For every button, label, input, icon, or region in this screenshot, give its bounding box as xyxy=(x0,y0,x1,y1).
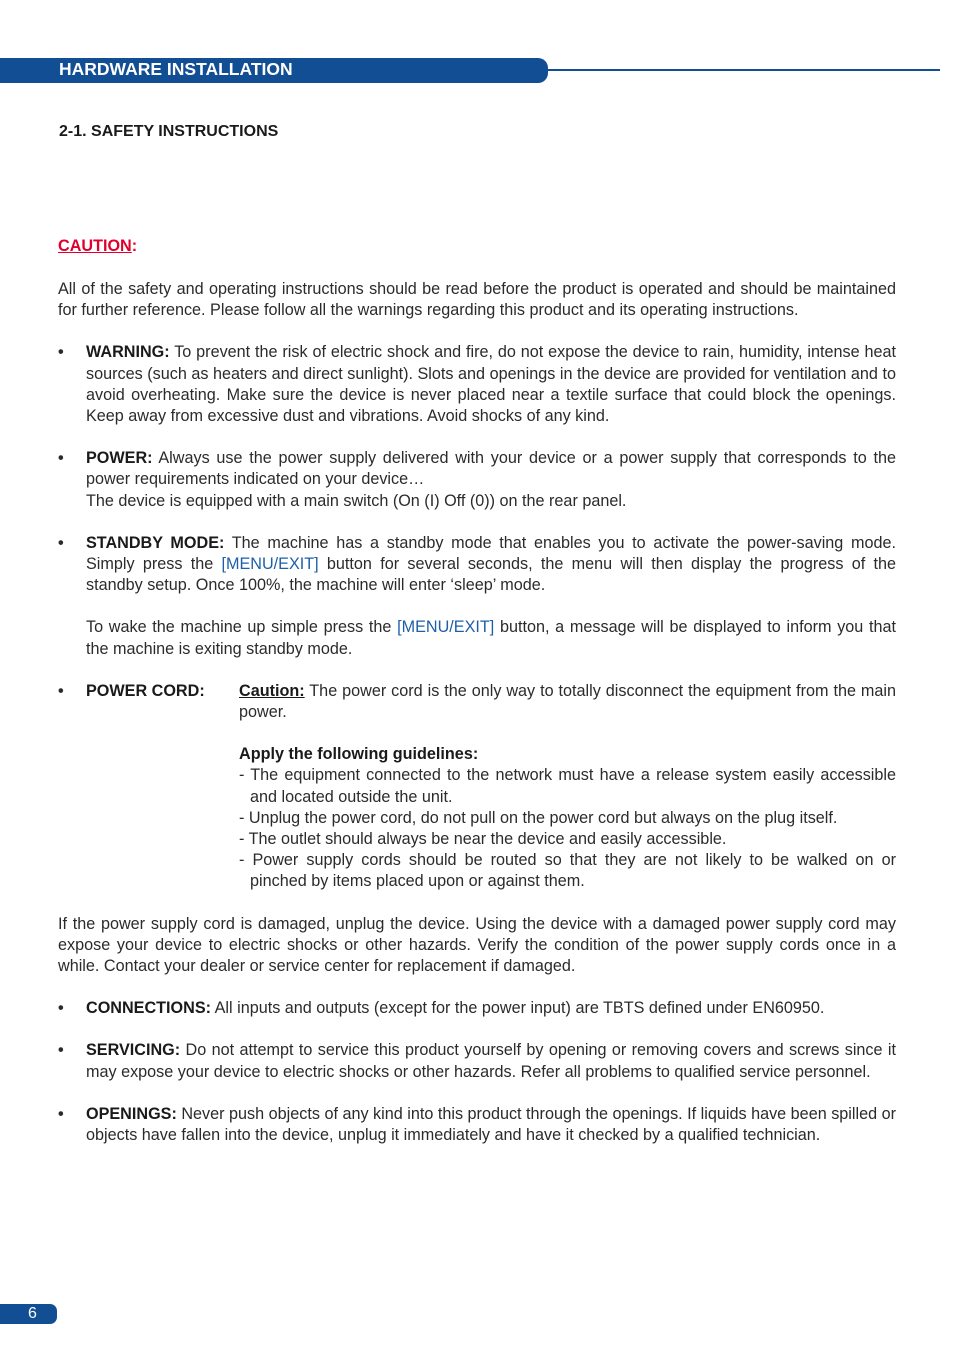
wake-text-b: button, a message will be displayed to inform you that the machine is exiting standby mode. xyxy=(86,618,896,658)
servicing-text: Do not attempt to service this product yourself by opening or removing covers and screws since it may expose your device to electric shocks or other hazards. Refer all problems to qualified service personnel. xyxy=(86,1041,896,1081)
power-cord-body xyxy=(239,681,896,893)
warning-item xyxy=(58,342,896,427)
bullet: • xyxy=(58,999,64,1018)
guideline-item: - Power supply cords should be routed so that they are not likely to be walked on or pinched by items placed upon or against them. xyxy=(239,851,896,891)
section-title: 2-1. SAFETY INSTRUCTIONS xyxy=(59,123,279,140)
damaged-cord-paragraph: If the power supply cord is damaged, unplug the device. Using the device with a damaged power supply cord may expose your device to electric shocks or other hazards. Verify the condition of the power supply cords once in a while. Contact your dealer or service center for replacement if damaged. xyxy=(58,914,896,976)
header-title: HARDWARE INSTALLATION xyxy=(59,59,293,79)
guideline-item: - The equipment connected to the network must have a release system easily accessible and located outside the unit. xyxy=(239,766,896,806)
caution-label: CAUTION xyxy=(58,237,132,255)
bullet: • xyxy=(58,681,64,700)
power-cord-caution-text: The power cord is the only way to totally disconnect the equipment from the main power. xyxy=(239,681,896,722)
standby-text-b: button for several seconds, the menu will then display the progress of the standby setup. Once 100%, the machine will enter ‘sleep’ mode. xyxy=(86,555,896,595)
intro-paragraph: All of the safety and operating instructions should be read before the product is operated and should be maintained for further reference. Please follow all the warnings regarding this product and its operating instructions. xyxy=(58,280,896,320)
connections-item xyxy=(58,998,896,1019)
page-number: 6 xyxy=(28,1305,37,1322)
menu-exit-link[interactable]: [MENU/EXIT] xyxy=(397,618,495,637)
power-label: POWER: xyxy=(86,449,153,468)
servicing-item xyxy=(58,1040,896,1082)
standby-item xyxy=(58,533,896,660)
menu-exit-link[interactable]: [MENU/EXIT] xyxy=(221,555,319,574)
power-cord-label: POWER CORD: xyxy=(86,681,205,700)
caution-heading xyxy=(58,236,896,257)
standby-label: STANDBY MODE: xyxy=(86,533,225,552)
guidelines-heading: Apply the following guidelines: xyxy=(239,745,479,764)
servicing-label: SERVICING: xyxy=(86,1041,181,1060)
bullet: • xyxy=(58,533,64,552)
page-content xyxy=(58,236,896,1146)
power-cord-caution-label: Caution: xyxy=(239,681,305,700)
bullet: • xyxy=(58,449,64,468)
power-text-2: The device is equipped with a main switch (On (I) Off (0)) on the rear panel. xyxy=(86,491,627,510)
caution-colon: : xyxy=(131,237,138,255)
openings-text: Never push objects of any kind into this product through the openings. If liquids have been spilled or objects have fallen into the device, unplug it immediately and have it checked by a qualified technician. xyxy=(86,1104,896,1145)
bullet: • xyxy=(58,343,64,362)
warning-label: WARNING: xyxy=(86,343,170,362)
bullet: • xyxy=(58,1104,64,1123)
header-rule xyxy=(548,69,940,71)
power-cord-item xyxy=(58,681,896,893)
guideline-item: - The outlet should always be near the device and easily accessible. xyxy=(239,830,727,849)
standby-text-a: The machine has a standby mode that enables you to activate the power-saving mode. Simply press the xyxy=(86,533,896,574)
warning-text: To prevent the risk of electric shock and fire, do not expose the device to rain, humidity, intense heat sources (such as heaters and direct sunlight). Slots and openings in the device are provided for ventilation and to avoid overheating. Make sure the device is never placed near a textile surface that could block the openings. Keep away from excessive dust and vibrations. Avoid shocks of any kind. xyxy=(86,343,896,426)
guideline-item: - Unplug the power cord, do not pull on the power cord but always on the plug itself. xyxy=(239,808,838,827)
wake-text-a: To wake the machine up simple press the xyxy=(86,618,398,637)
openings-item xyxy=(58,1104,896,1146)
standby-wake-paragraph xyxy=(86,617,896,659)
connections-text: All inputs and outputs (except for the power input) are TBTS defined under EN60950. xyxy=(211,999,825,1018)
power-cord-caution xyxy=(239,681,896,723)
connections-label: CONNECTIONS: xyxy=(86,999,212,1018)
power-text: Always use the power supply delivered with your device or a power supply that corresponds to the power requirements indicated on your device… xyxy=(86,449,896,489)
openings-label: OPENINGS: xyxy=(86,1104,177,1123)
power-item xyxy=(58,448,896,512)
bullet: • xyxy=(58,1041,64,1060)
spacer xyxy=(86,596,896,617)
